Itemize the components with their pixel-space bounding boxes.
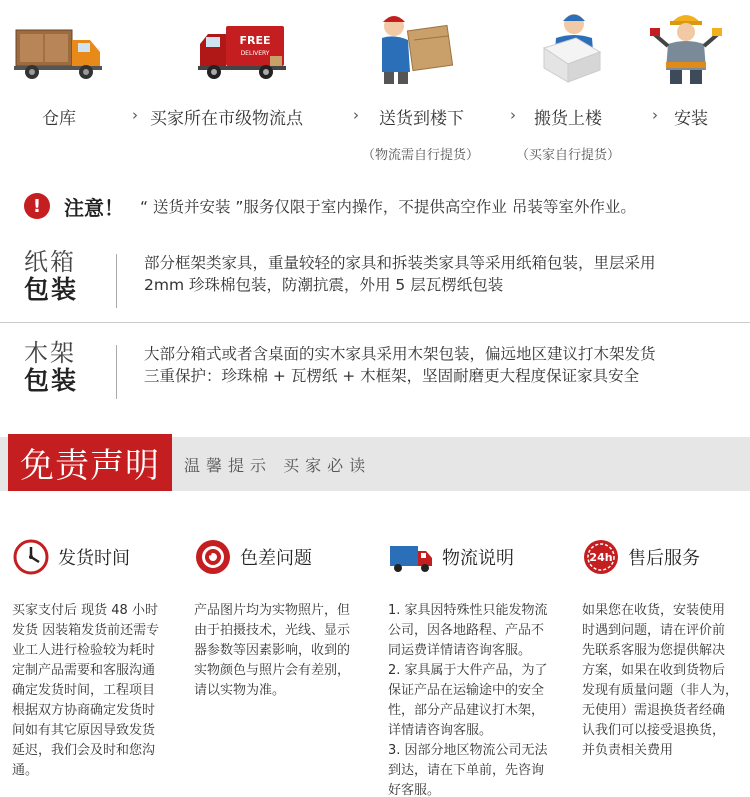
delivery-flow (0, 0, 750, 175)
info-column-shipping-time (12, 535, 184, 781)
body-line: 性，部分产品建议打木架， (388, 703, 545, 718)
free-delivery-truck-icon (196, 8, 288, 86)
body-line: 业工人进行检验较为耗时 (12, 643, 156, 658)
body-line: 并负责相关费用 (582, 743, 674, 758)
info-column-title: 物流说明 (442, 548, 514, 569)
body-line: 无使用）需退换货者经确 (582, 703, 726, 718)
body-line: 1. 家具因特殊性只能发物流 (388, 603, 548, 618)
packaging-divider (116, 254, 117, 308)
notice-title: 注意！ (64, 195, 124, 220)
packaging-line: 三重保护：珍珠棉 + 瓦楞纸 + 木框架，坚固耐磨更大程度保证家具安全 (144, 367, 640, 385)
truck-icon (12, 8, 104, 86)
flow-note-logistics-pickup: （物流需自行提货） (362, 148, 480, 163)
flow-arrow: › (510, 106, 516, 124)
flow-note-buyer-pickup: （买家自行提货） (516, 148, 621, 163)
delivery-truck-icon (388, 538, 434, 576)
packaging-carton (0, 240, 750, 330)
body-line: 3. 因部分地区物流公司无法 (388, 743, 548, 758)
body-line: 定制产品需要和客服沟通 (12, 663, 156, 678)
info-column-body (582, 601, 750, 761)
info-column-after-sales (582, 535, 750, 761)
notice-text: “ 送货并安装 ”服务仅限于室内操作，不提供高空作业 吊装等室外作业。 (140, 198, 636, 216)
body-line: 买家支付后 现货 48 小时 (12, 603, 158, 618)
body-line: 发现有质量问题（非人为， (582, 683, 739, 698)
body-line: 确定发货时间，工程项目 (12, 683, 156, 698)
body-line: 同运费详情请咨询客服。 (388, 643, 532, 658)
packaging-wood-frame (0, 331, 750, 421)
body-line: 详情请咨询客服。 (388, 723, 493, 738)
packaging-title-bottom: 包装 (24, 366, 79, 395)
body-line: 通。 (12, 763, 39, 778)
body-line: 保证产品在运输途中的安全 (388, 683, 545, 698)
body-line: 发货 因装箱发货前还需专 (12, 623, 160, 638)
disclaimer-subtitle: 温馨提示 买家必读 (184, 456, 372, 475)
disclaimer-banner (0, 437, 750, 491)
body-line: 实物颜色与照片会有差别， (194, 663, 351, 678)
clock-icon (12, 538, 50, 576)
flow-step-city-logistics: 买家所在市级物流点 (150, 109, 303, 129)
body-line: 由于拍摄技术，光线、显示 (194, 623, 351, 638)
body-line: 认我们可以接受退换货， (582, 723, 726, 738)
body-line: 公司，因各地路程、产品不 (388, 623, 545, 638)
packaging-divider (116, 345, 117, 399)
section-divider (0, 322, 750, 323)
info-column-title: 发货时间 (58, 548, 130, 569)
flow-arrow: › (353, 106, 359, 124)
free-label: FREE (239, 34, 271, 47)
info-column-title: 色差问题 (240, 548, 312, 569)
body-line: 请以实物为准。 (194, 683, 286, 698)
packaging-title-top: 纸箱 (24, 248, 76, 276)
24h-service-icon (582, 538, 620, 576)
body-line: 器参数等因素影响，收到的 (194, 643, 351, 658)
packaging-wood-title (24, 339, 94, 395)
body-line: 如果您在收货，安装使用 (582, 603, 726, 618)
body-line: 2. 家具属于大件产品，为了 (388, 663, 548, 678)
packaging-title-top: 木架 (24, 339, 76, 367)
flow-step-carry-upstairs: 搬货上楼 (534, 109, 602, 129)
camera-lens-icon (194, 538, 232, 576)
info-column-title: 售后服务 (628, 548, 700, 569)
carrier-icon (530, 8, 610, 86)
flow-arrow: › (132, 106, 138, 124)
installer-icon (648, 8, 724, 86)
disclaimer-title: 免责声明 (8, 434, 172, 491)
packaging-carton-text (144, 252, 734, 296)
flow-step-warehouse: 仓库 (42, 109, 76, 129)
flow-step-deliver-downstairs: 送货到楼下 (379, 109, 464, 129)
body-line: 时遇到问题，请在评价前 (582, 623, 726, 638)
body-line: 方案，如果在收到货物后 (582, 663, 726, 678)
info-column-logistics (388, 535, 560, 797)
body-line: 好客服。 (388, 783, 441, 797)
info-column-body (194, 601, 366, 701)
packaging-line: 2mm 珍珠棉包装，防潮抗震，外用 5 层瓦楞纸包装 (144, 276, 504, 294)
flow-step-install: 安装 (674, 109, 708, 129)
packaging-carton-title (24, 248, 94, 304)
courier-icon (370, 8, 456, 86)
packaging-line: 部分框架类家具，重量较轻的家具和拆装类家具等采用纸箱包装，里层采用 (144, 254, 656, 272)
24h-label: 24h (589, 551, 613, 564)
info-column-body (12, 601, 184, 781)
body-line: 先联系客服为您提供解决 (582, 643, 726, 658)
body-line: 到达，请在下单前，先咨询 (388, 763, 545, 778)
info-column-body (388, 601, 560, 797)
body-line: 间如有其它原因导致发货 (12, 723, 156, 738)
delivery-label: DELIVERY (240, 50, 270, 57)
packaging-line: 大部分箱式或者含桌面的实木家具采用木架包装，偏远地区建议打木架发货 (144, 345, 656, 363)
notice-bar (24, 190, 734, 222)
body-line: 根据双方协商确定发货时 (12, 703, 156, 718)
body-line: 延迟，我们会及时和您沟 (12, 743, 156, 758)
packaging-wood-text (144, 343, 734, 387)
info-column-color-difference (194, 535, 366, 701)
body-line: 产品图片均为实物照片，但 (194, 603, 351, 618)
warning-icon: ! (24, 193, 50, 219)
flow-arrow: › (652, 106, 658, 124)
packaging-title-bottom: 包装 (24, 275, 79, 304)
